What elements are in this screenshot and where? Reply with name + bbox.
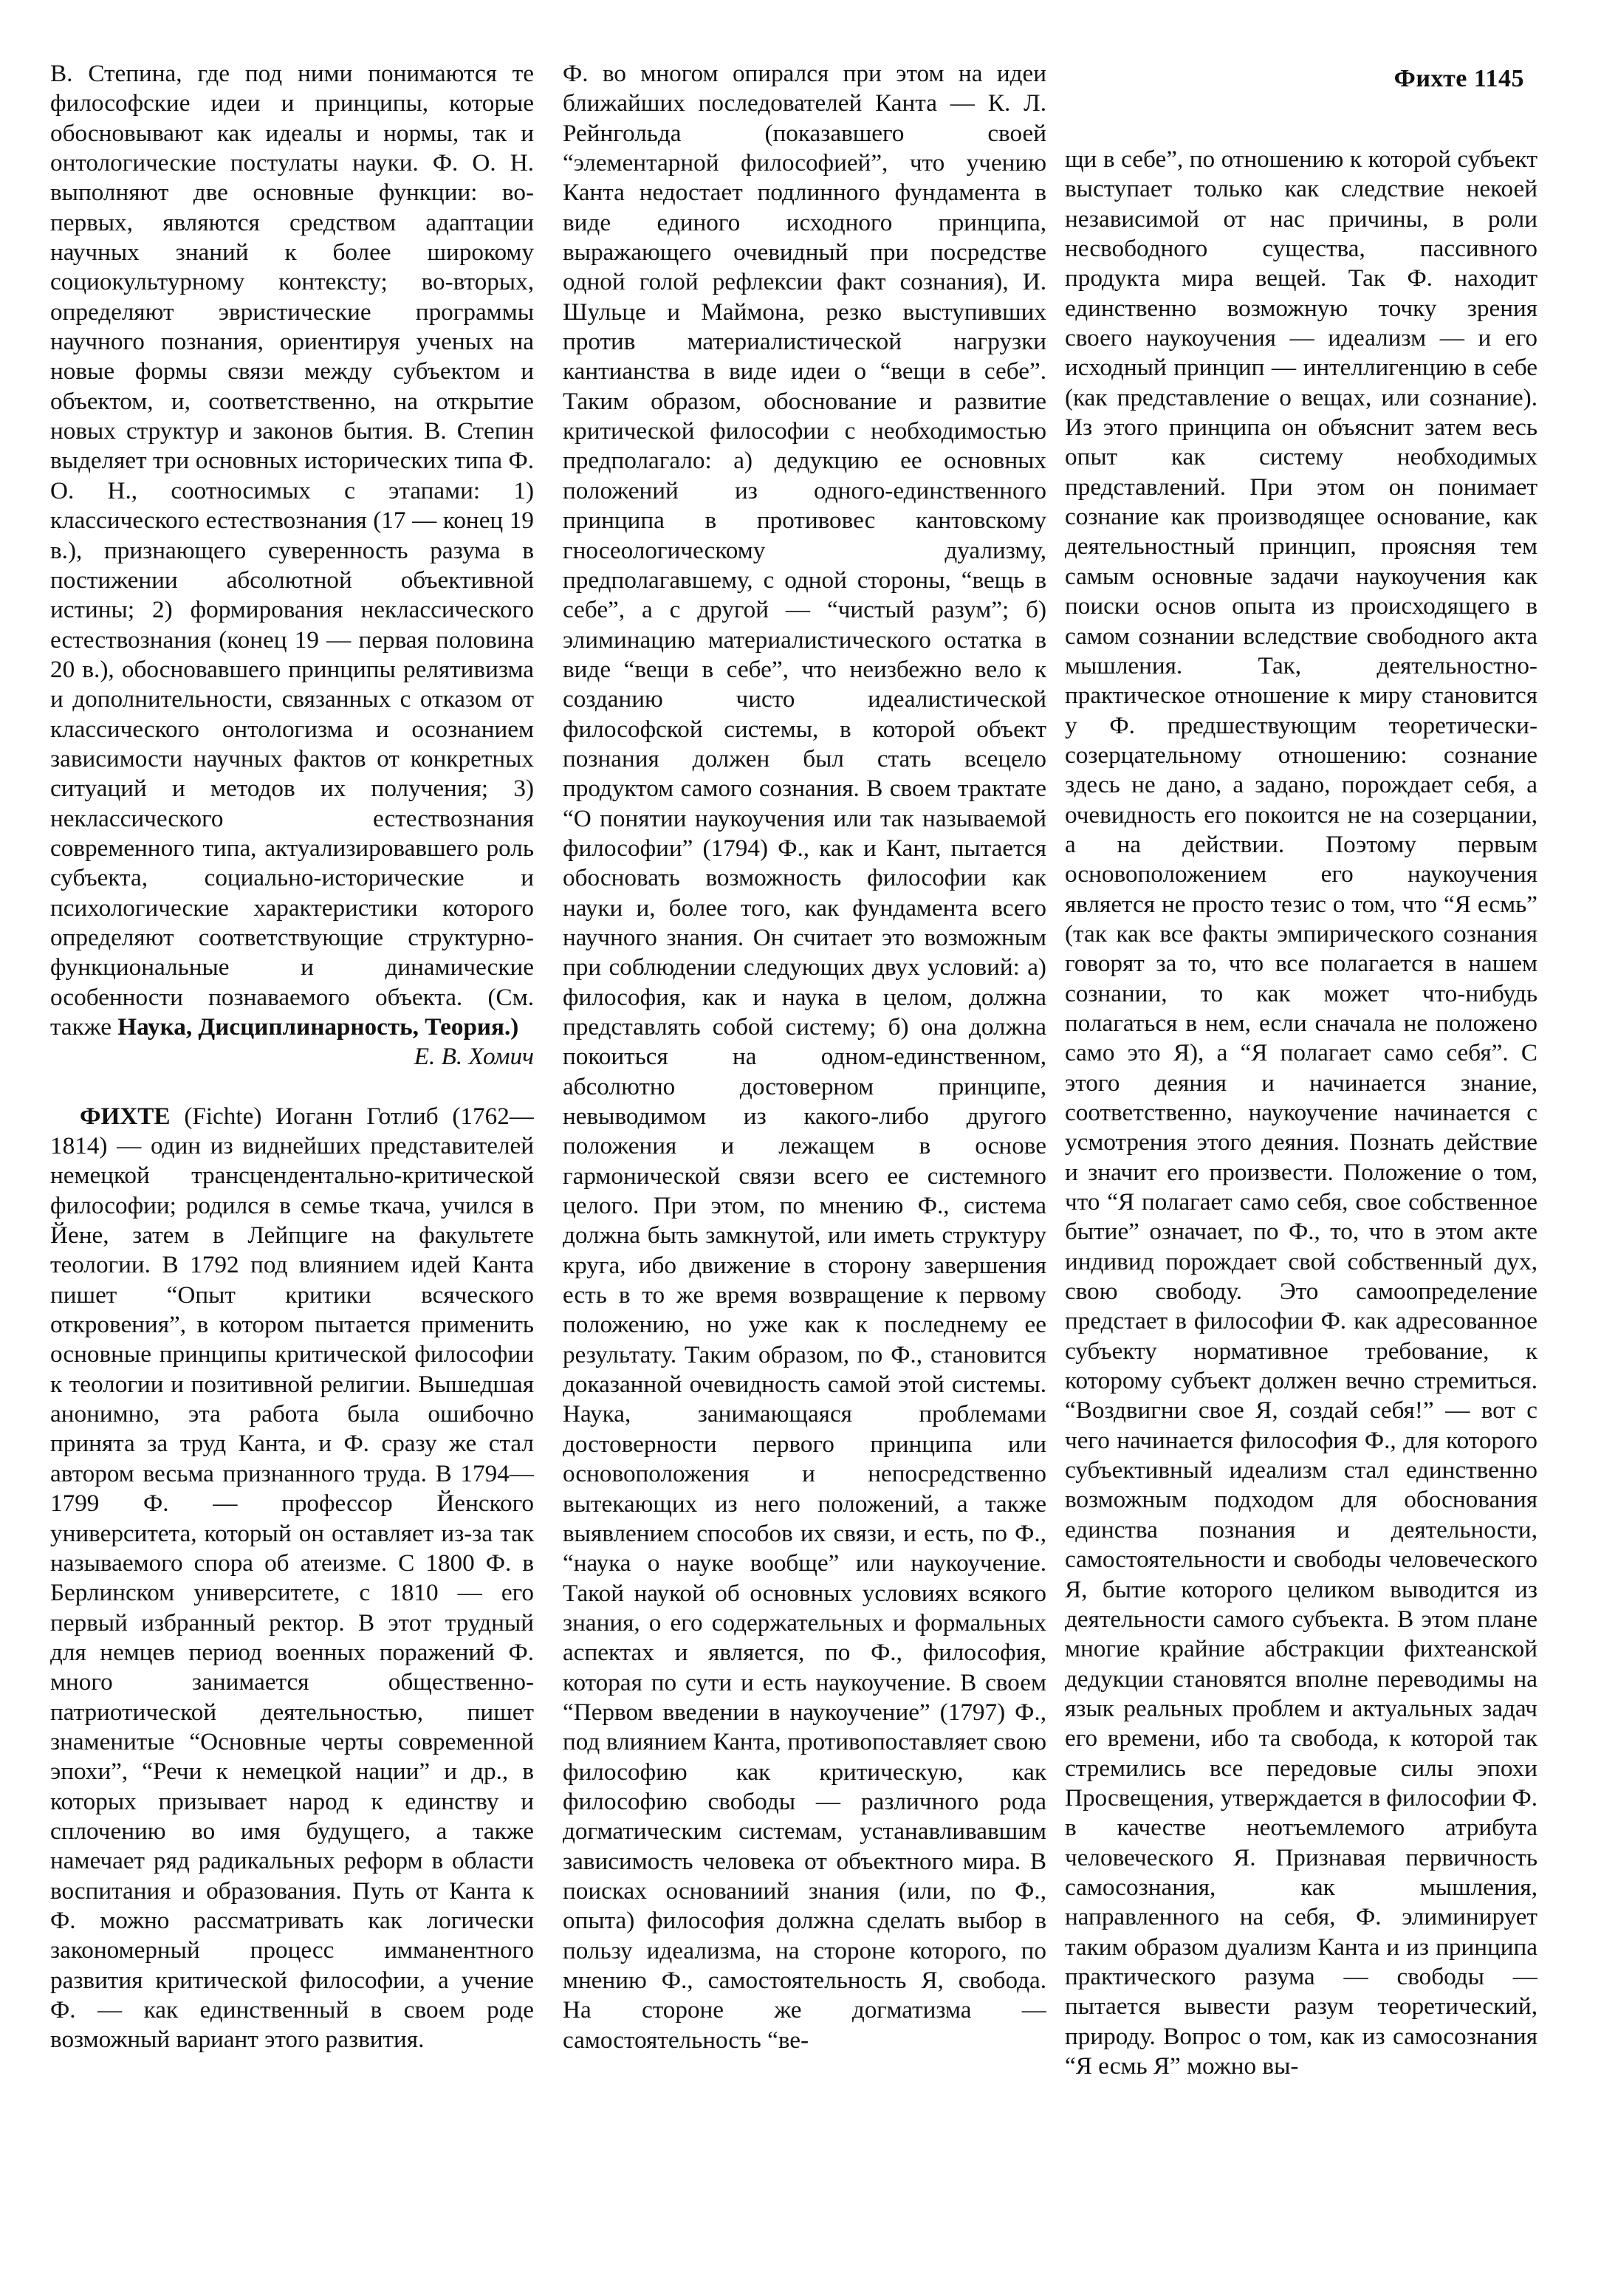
entry-continuation-paragraph (50, 59, 534, 1042)
entry-fichte-text: (Fichte) Иоганн Готлиб (1762—1814) — один из виднейших представителей немецкой трансцендентально-критической философии; родился в семье ткача, учился в Йене, затем в Лейпциге на факультете теологии. В 1792 под влиянием идей Канта пишет “Опыт критики всяческого откровения”, в котором пытается применить основные принципы критической философии к теологии и позитивной религии. Вышедшая анонимно, эта работа была ошибочно принята за труд Канта, и Ф. сразу же стал автором весьма признанного труда. В 1794—1799 Ф. — профессор Йенского университета, который он оставляет из-за так называемого спора об атеизме. С 1800 Ф. в Берлинском университете, с 1810 — его первый избранный ректор. В этот трудный для немцев период военных поражений Ф. много занимается общественно-патриотической деятельностью, пишет знаменитые “Основные черты современной эпохи”, “Речи к немецкой нации” и др., в которых призывает народ к единству и сплочению во имя будущего, а также намечает ряд радикальных реформ в области воспитания и образования. Путь от Канта к Ф. можно рассматривать как логически закономерный процесс имманентного развития критической философии, а учение Ф. — как единственный в своем роде возможный вариант этого развития. (50, 1102, 534, 2054)
column-2-text: Ф. во многом опирался при этом на идеи ближайших последователей Канта — К. Л. Рейнгольда (показавшего своей “элементарной философией”, что учению Канта недостает подлинного фундамента в виде единого исходного принципа, выражающего очевидный при посредстве одной голой рефлексии факт сознания), И. Шульце и Маймона, резко выступивших против материалистической нагрузки кантианства в виде идеи о “вещи в себе”. Таким образом, обоснование и развитие критической философии с необходимостью предполагало: а) дедукцию ее основных положений из одного-единственного принципа в противовес кантовскому гносеологическому дуализму, предполагавшему, с одной стороны, “вещь в себе”, а с другой — “чистый разум”; б) элиминацию материалистического остатка в виде “вещи в себе”, что неизбежно вело к созданию чисто идеалистической философской системы, в которой объект познания должен был стать всецело продуктом самого сознания. В своем трактате “О понятии наукоучения или так называемой философии” (1794) Ф., как и Кант, пытается обосновать возможность философии как науки и, более того, как фундамента всего научного знания. Он считает это возможным при соблюдении следующих двух условий: а) философия, как и наука в целом, должна представлять собой систему; б) она должна покоиться на одном-единственном, абсолютно достоверном принципе, невыводимом из какого-либо другого положения и лежащем в основе гармонической связи всего ее системного целого. При этом, по мнению Ф., система должна быть замкнутой, или иметь структуру круга, ибо движение в сторону завершения есть в то же время возвращение к первому положению, но уже как к последнему ее результату. Таким образом, по Ф., становится доказанной очевидность самой этой системы. Наука, занимающаяся проблемами достоверности первого принципа или основоположения и непосредственно вытекающих из него положений, а также выявлением способов их связи, и есть, по Ф., “наука о науке вообще” или наукоучение. Такой наукой об основных условиях всякого знания, о его содержательных и формальных аспектах и является, по Ф., философия, которая по сути и есть наукоучение. В своем “Первом введении в наукоучение” (1797) Ф., под влиянием Канта, противопоставляет свою философию как критическую, как философию свободы — различного рода догматическим системам, устанавливавшим зависимость человека от объектного мира. В поисках основаниий знания (или, по Ф., опыта) философия должна сделать выбор в пользу идеализма, на стороне которого, по мнению Ф., самостоятельность Я, свобода. На стороне же догматизма — самостоятельность “ве- (563, 60, 1046, 2054)
entry-fichte-paragraph (50, 1102, 534, 2055)
column-3-text: щи в себе”, по отношению к которой субъект выступает только как следствие некоей независимой от нас причины, в роли несвободного существа, пассивного продукта мира вещей. Так Ф. находит единственно возможную точку зрения своего наукоучения — идеализм — и его исходный принцип — интеллигенцию в себе (как представление о вещах, или сознание). Из этого принципа он объяснит затем весь опыт как систему необходимых представлений. При этом он понимает сознание как производящее основание, как деятельностный принцип, проясняя тем самым основные задачи наукоучения как поиски основ опыта из происходящего в самом сознании вследствие свободного акта мышления. Так, деятельностно-практическое отношение к миру становится у Ф. предшествующим теоретически-созерцательному отношению: сознание здесь не дано, а задано, порождает себя, а очевидность его покоится не на созерцании, а на действии. Поэтому первым основоположением его наукоучения является не просто тезис о том, что “Я есмь” (так как все факты эмпирического сознания говорят за то, что все полагается в нашем сознании, то как может что-нибудь полагаться в нем, если сначала не положено само это Я), а “Я полагает само себя”. С этого деяния и начинается знание, соответственно, наукоучение начинается с усмотрения этого деяния. Познать действие и значит его произвести. Положение о том, что “Я полагает само себя, свое собственное бытие” означает, по Ф., то, что в этом акте индивид порождает свой собственный дух, свою свободу. Это самоопределение предстает в философии Ф. как адресованное субъекту нормативное требование, к которому субъект должен вечно стремиться. “Воздвигни свое Я, создай себя!” — вот с чего начинается философия Ф., для которого субъективный идеализм стал единственно возможным подходом для обоснования единства познания и деятельности, самостоятельности и свободы человеческого Я, бытие которого целиком выводится из деятельности самого субъекта. В этом плане многие крайние абстракции фихтеанской дедукции становятся вполне переводимы на язык реальных проблем и актуальных задач его времени, ибо та свобода, к которой так стремились все передовые силы эпохи Просвещения, утверждается в философии Ф. в качестве неотъемлемого атрибута человеческого Я. Признавая первичность самосознания, как мышления, направленного на себя, Ф. элиминирует таким образом дуализм Канта и из принципа практического разума — свободы — пытается вывести разум теоретический, природу. Вопрос о том, как из самосознания “Я есмь Я” можно вы- (1065, 145, 1537, 2080)
column-2 (563, 59, 1046, 2282)
entry-continuation-text: В. Степина, где под ними понимаются те философские идеи и принципы, которые обосновывают как идеалы и нормы, так и онтологические постулаты науки. Ф. О. Н. выполняют две основные функции: во-первых, являются средством адаптации научных знаний к более широкому социокультурному контексту; во-вторых, определяют эвристические программы научного познания, ориентируя ученых на новые формы связи между субъектом и объектом, и, соответственно, на открытие новых структур и законов бытия. В. Степин выделяет три основных исторических типа Ф. О. Н., соотносимых с этапами: 1) классического естествознания (17 — конец 19 в.), признающего суверенность разума в постижении абсолютной объективной истины; 2) формирования неклассического естествознания (конец 19 — первая половина 20 в.), обосновавшего принципы релятивизма и дополнительности, связанных с отказом от классического онтологизма и осознанием зависимости научных фактов от конкретных ситуаций и методов их получения; 3) неклассического естествознания современного типа, актуализировавшего роль субъекта, социально-исторические и психологические характеристики которого определяют соответствующие структурно-функциональные и динамические особенности познаваемого объекта. (См. также (50, 60, 534, 1041)
running-header (1394, 65, 1524, 93)
see-also-references: Наука, Дисциплинарность, Теория.) (117, 1013, 519, 1041)
page-number: 1145 (1473, 65, 1524, 92)
author-signature: Е. В. Хомич (414, 1043, 534, 1071)
running-title: Фихте (1393, 65, 1467, 92)
entry-headword: ФИХТЕ (80, 1102, 171, 1130)
entry-separator (50, 1072, 534, 1102)
column-3 (1065, 145, 1537, 2282)
column-1 (50, 59, 534, 2282)
